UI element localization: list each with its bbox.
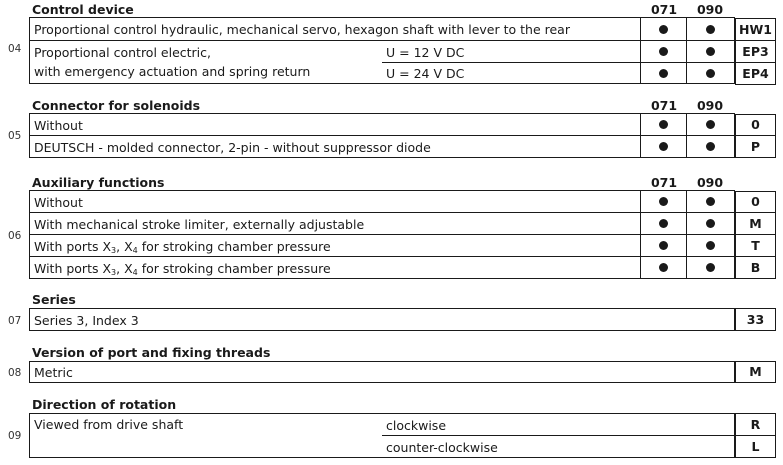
- order-code: 33: [735, 308, 776, 331]
- order-code: EP3: [735, 40, 776, 63]
- availability-dot: [659, 47, 668, 56]
- availability-dot: [659, 142, 668, 151]
- variant-label: U = 24 V DC: [386, 66, 465, 81]
- section-title: Direction of rotation: [32, 397, 177, 412]
- column-header-090: 090: [696, 98, 724, 113]
- column-header-071: 071: [650, 98, 678, 113]
- section-number: 06: [8, 230, 22, 242]
- variant-label: U = 12 V DC: [386, 45, 465, 60]
- port-subscript: 3: [111, 246, 117, 255]
- section-number: 04: [8, 43, 22, 55]
- availability-dot: [659, 219, 668, 228]
- availability-dot: [706, 197, 715, 206]
- availability-dot: [659, 197, 668, 206]
- availability-dot: [706, 219, 715, 228]
- availability-dot: [706, 241, 715, 250]
- row-divider: [382, 62, 735, 63]
- label-part: With ports X: [34, 261, 112, 276]
- availability-dot: [706, 142, 715, 151]
- order-code: EP4: [735, 62, 776, 85]
- row-divider: [29, 40, 735, 41]
- section-title: Connector for solenoids: [32, 98, 201, 113]
- section-number: 07: [8, 315, 22, 327]
- availability-dot: [706, 120, 715, 129]
- column-header-090: 090: [696, 2, 724, 17]
- option-label: Without: [34, 118, 83, 133]
- option-label: Without: [34, 195, 83, 210]
- availability-dot: [706, 25, 715, 34]
- availability-dot: [659, 25, 668, 34]
- order-code: HW1: [735, 18, 776, 41]
- label-part: With ports X: [34, 239, 112, 254]
- row-divider: [29, 135, 735, 136]
- section-title: Auxiliary functions: [32, 175, 165, 190]
- option-label: Series 3, Index 3: [34, 313, 139, 328]
- order-code: M: [735, 212, 776, 235]
- option-label: Metric: [34, 365, 73, 380]
- section-auxiliary: [0, 173, 783, 283]
- column-header-071: 071: [650, 175, 678, 190]
- section-title: Version of port and fixing threads: [32, 345, 271, 360]
- availability-dot: [659, 241, 668, 250]
- column-divider: [640, 190, 641, 279]
- availability-dot: [659, 69, 668, 78]
- column-header-090: 090: [696, 175, 724, 190]
- order-code: L: [735, 435, 776, 458]
- section-number: 09: [8, 430, 22, 442]
- section-rotation: [0, 396, 783, 462]
- column-divider: [640, 17, 641, 84]
- column-divider: [686, 113, 687, 158]
- option-label: DEUTSCH - molded connector, 2-pin - without suppressor diode: [34, 140, 431, 155]
- section-number: 08: [8, 367, 22, 379]
- order-code: 0: [735, 191, 776, 213]
- section-title: Series: [32, 292, 76, 307]
- option-label: [34, 261, 331, 277]
- option-table: [29, 361, 735, 383]
- order-code: T: [735, 234, 776, 257]
- column-header-071: 071: [650, 2, 678, 17]
- order-code: R: [735, 413, 776, 436]
- variant-label: counter-clockwise: [386, 440, 498, 455]
- column-divider: [686, 190, 687, 279]
- column-divider: [640, 113, 641, 158]
- port-subscript: 4: [132, 246, 138, 255]
- section-title: Control device: [32, 2, 134, 17]
- label-part: , X: [116, 261, 133, 276]
- order-code: P: [735, 135, 776, 158]
- port-subscript: 4: [132, 268, 138, 277]
- option-label: Proportional control electric,: [34, 45, 211, 60]
- section-control-device: [0, 0, 783, 90]
- row-divider: [29, 256, 735, 257]
- section-number: 05: [8, 130, 22, 142]
- variant-label: clockwise: [386, 418, 447, 433]
- availability-dot: [706, 69, 715, 78]
- availability-dot: [659, 120, 668, 129]
- order-code: B: [735, 256, 776, 279]
- order-code: 0: [735, 114, 776, 136]
- option-label: With mechanical stroke limiter, externally adjustable: [34, 217, 365, 232]
- availability-dot: [706, 263, 715, 272]
- option-label: Viewed from drive shaft: [34, 417, 184, 432]
- option-label: [34, 239, 331, 255]
- availability-dot: [659, 263, 668, 272]
- row-divider: [382, 435, 735, 436]
- label-part: for stroking chamber pressure: [137, 261, 331, 276]
- label-part: for stroking chamber pressure: [137, 239, 331, 254]
- column-divider: [686, 17, 687, 84]
- section-series: [0, 291, 783, 333]
- row-divider: [29, 234, 735, 235]
- row-divider: [29, 212, 735, 213]
- section-version: [0, 344, 783, 386]
- option-label: Proportional control hydraulic, mechanical servo, hexagon shaft with lever to the rear: [34, 22, 570, 37]
- port-subscript: 3: [111, 268, 117, 277]
- option-label: with emergency actuation and spring return: [34, 64, 311, 79]
- order-code: M: [735, 361, 776, 383]
- label-part: , X: [116, 239, 133, 254]
- section-connector: [0, 96, 783, 161]
- availability-dot: [706, 47, 715, 56]
